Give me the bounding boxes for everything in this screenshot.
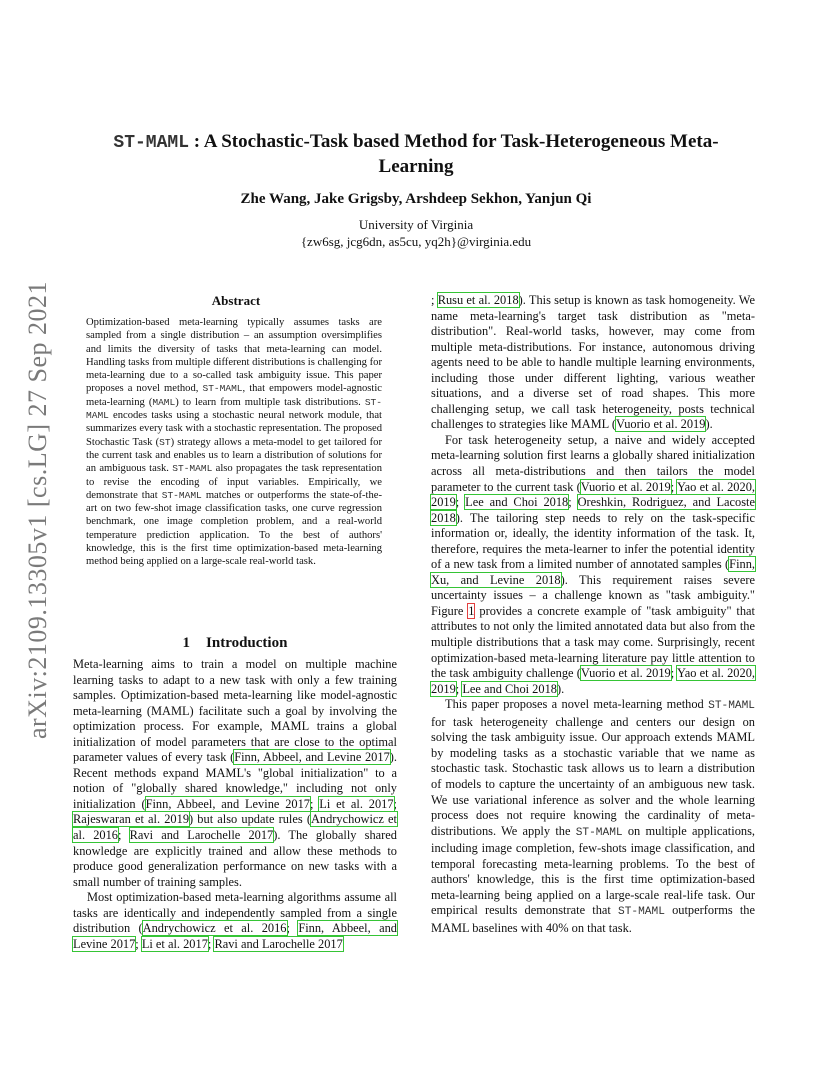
method-name: ST-MAML [172, 463, 213, 475]
citation-link[interactable]: Finn, Xu, and Levine 2018 [431, 557, 755, 587]
citation-link[interactable]: Vuorio et al. 2019 [580, 479, 671, 494]
paragraph-continued [431, 293, 755, 433]
body-text: ) but also update rules ( [189, 812, 311, 827]
author-emails: {zw6sg, jcg6dn, as5cu, yq2h}@virginia.edu [300, 234, 532, 249]
method-name: ST-MAML [618, 906, 665, 919]
body-text: For task heterogeneity setup, a naive and widely accepted meta-learning solution first learns a globally shared initialization across all meta-distributions and then tailors the model parameter to the current task ( [431, 432, 755, 494]
body-text: on multiple applications, including image completion, few-shots image classification, and temporal forecasting meta-learning problems. To the best of authors' knowledge, this is the first time optimization-based meta-learning being applied on a large-scale real-life task. Our empirical results demonstrate that [431, 823, 756, 918]
body-text: ; [568, 495, 578, 510]
body-text: ). This setup is known as task homogeneity. We name meta-learning's target task distribution as "meta-distribution". Real-world tasks, however, may come from multiple meta-distributions. For instance, autonomous driving agents need to be able to handle multiple learning environments, including those under different lighting, various weather situations, and a diverse set of road shapes. This more challenging setup, we call task heterogeneity, posts technical challenges to strategies like MAML ( [431, 293, 755, 432]
figure-reference-link[interactable]: 1 [468, 603, 475, 618]
citation-link[interactable]: Finn, Abbeel, and Levine 2017 [234, 750, 390, 765]
citation-link[interactable]: Rusu et al. 2018 [437, 293, 519, 307]
body-text: ; [135, 936, 142, 951]
paragraph [431, 697, 755, 936]
affiliation: University of Virginia [358, 217, 474, 232]
body-text: ; [118, 828, 130, 843]
body-text: ; [670, 666, 677, 681]
body-text: ). The tailoring step needs to rely on the task-specific information or, ideally, the identity information of the task. It, therefore, requires the meta-learner to infer the potential identity of a new task from a limited number of annotated samples ( [431, 510, 755, 572]
citation-link[interactable]: Vuorio et al. 2019 [616, 417, 706, 432]
body-text: ). [556, 681, 565, 696]
body-text: ; [310, 796, 320, 811]
citation-link[interactable]: Finn, Abbeel, and Levine 2017 [73, 921, 397, 951]
body-text: Meta-learning aims to train a model on multiple machine learning tasks to adapt to a new task with only a few training samples. Optimization-based meta-learning like model-agnostic meta-learning (MAML) facilitate such a goal by involving the optimization process. For example, MAML trains a global initialization of model parameters that are close to the optimal parameter values of every task ( [73, 657, 397, 765]
method-name: ST-MAML [708, 700, 755, 713]
method-name: ST-MAML [161, 489, 202, 501]
left-column-body [73, 657, 397, 952]
section-heading-introduction [73, 635, 397, 652]
body-text: ). This requirement raises severe uncertainty issues – a challenge known as "task ambiguity." Figure [431, 572, 755, 618]
abstract-text: , that empowers model-agnostic meta-learning ( [86, 383, 382, 408]
paper-title [110, 130, 722, 179]
title-text: : A Stochastic-Task based Method for Task-Heterogeneous Meta-Learning [189, 131, 719, 177]
body-text: ; [431, 293, 438, 307]
body-text: ; [455, 681, 463, 696]
body-text: outperforms the MAML baselines with 40% on that task. [431, 903, 755, 935]
abstract-text: ) to learn from multiple task distributions. [175, 396, 365, 408]
citation-link[interactable]: Li et al. 2017 [319, 796, 394, 811]
citation-link[interactable]: Oreshkin, Rodriguez, and Lacoste 2018 [431, 495, 755, 525]
citation-link[interactable]: Ravi and Larochelle 2017 [129, 828, 274, 843]
citation-link[interactable]: Yao et al. 2020, 2019 [431, 479, 755, 510]
method-name: ST [159, 436, 171, 448]
body-text: ). Recent methods expand MAML's "global initialization" to a notion of "globally shared knowledge," including not only initialization ( [73, 750, 397, 811]
body-text: provides a concrete example of "task ambiguity" that attributes to not only the limited annotated data but also from the multiple distributions that a task may come. Surprisingly, recent optimization-based meta-learning literature pay little attention to the task ambiguity challenge ( [431, 603, 756, 681]
body-text: ; [286, 921, 299, 936]
abstract-heading: Abstract [211, 293, 261, 308]
method-name: ST-MAML [86, 396, 382, 422]
right-column-body [431, 293, 755, 936]
citation-link[interactable]: Yao et al. 2020, 2019 [431, 666, 755, 696]
citation-link[interactable]: Andrychowicz et al. 2016 [73, 812, 398, 843]
author-list: Zhe Wang, Jake Grigsby, Arshdeep Sekhon, Yanjun Qi [240, 191, 592, 207]
citation-link[interactable]: Vuorio et al. 2019 [580, 666, 671, 681]
section-number: 1 [182, 635, 191, 651]
abstract-text: matches or outperforms the state-of-the-art on two few-shot image classification tasks, one curve regression benchmark, one image completion problem, and a real-world temperature prediction application. To the best of authors' knowledge, this is the first time optimization-based meta-learning method being applied on a large-scale real-world task. [86, 489, 382, 568]
body-text: for task heterogeneity challenge and centers our design on solving the task ambiguity issue. Our approach extends MAML by modeling tasks as a stochastic variable that we name as stochastic task. Stochastic task allows us to learn a distribution of models to capture the uncertainty of an ambiguous new task. We use variational inference as solver and the whole learning process does not require knowing the cardinality of meta-distributions. We apply the [431, 714, 755, 838]
abstract-text: encodes tasks using a stochastic neural network module, that summarizes every task with a stochastic representation. The proposed Stochastic Task ( [86, 410, 382, 448]
paragraph [431, 433, 755, 697]
citation-link[interactable]: Ravi and Larochelle 2017 [214, 936, 343, 951]
body-text: Most optimization-based meta-learning algorithms assume all tasks are identically and independently sampled from a single distribution ( [73, 890, 397, 936]
abstract-text: Optimization-based meta-learning typically assumes tasks are sampled from a single distribution – an assumption oversimplifies and limits the diversity of tasks that meta-learning can model. Handling tasks from multiple different distributions is challenging for meta-learning due to a so-called task ambiguity issue. This paper proposes a novel method, [86, 317, 382, 395]
citation-link[interactable]: Finn, Abbeel, and Levine 2017 [145, 796, 310, 811]
citation-link[interactable]: Li et al. 2017 [141, 936, 208, 951]
paragraph [73, 890, 397, 952]
citation-link[interactable]: Andrychowicz et al. 2016 [142, 921, 287, 936]
body-text: ; [455, 495, 466, 510]
citation-link[interactable]: Lee and Choi 2018 [465, 495, 569, 510]
arxiv-sidebar [18, 280, 58, 740]
arxiv-identifier: arXiv:2109.13305v1 [cs.LG] 27 Sep 2021 [23, 280, 52, 740]
body-text: ; [393, 796, 397, 811]
method-name: MAML [152, 396, 176, 408]
method-name: ST-MAML [202, 383, 243, 395]
body-text: ; [670, 479, 677, 494]
abstract-body [86, 316, 382, 569]
citation-link[interactable]: Rajeswaran et al. 2019 [73, 812, 190, 827]
body-text: This paper proposes a novel meta-learning method [445, 697, 709, 712]
paragraph [73, 657, 397, 890]
affiliation-block [110, 216, 722, 250]
citation-link[interactable]: Lee and Choi 2018 [462, 681, 557, 696]
method-name: ST-MAML [575, 826, 623, 839]
body-text: ; [207, 936, 215, 951]
body-text: ). [705, 417, 713, 432]
abstract-text: ) strategy allows a meta-model to get tailored for the current task and enables us to learn a distribution of solutions for an ambiguous task. [86, 436, 382, 475]
body-text: ). The globally shared knowledge are explicitly trained and allow these methods to produce good generalization performance on new tasks with a small number of training samples. [73, 828, 397, 889]
title-method-name: ST-MAML [113, 133, 190, 153]
section-title: Introduction [206, 635, 288, 651]
abstract-text: also propagates the task representation to revise the encoding of input variables. Empirically, we demonstrate that [86, 463, 382, 501]
